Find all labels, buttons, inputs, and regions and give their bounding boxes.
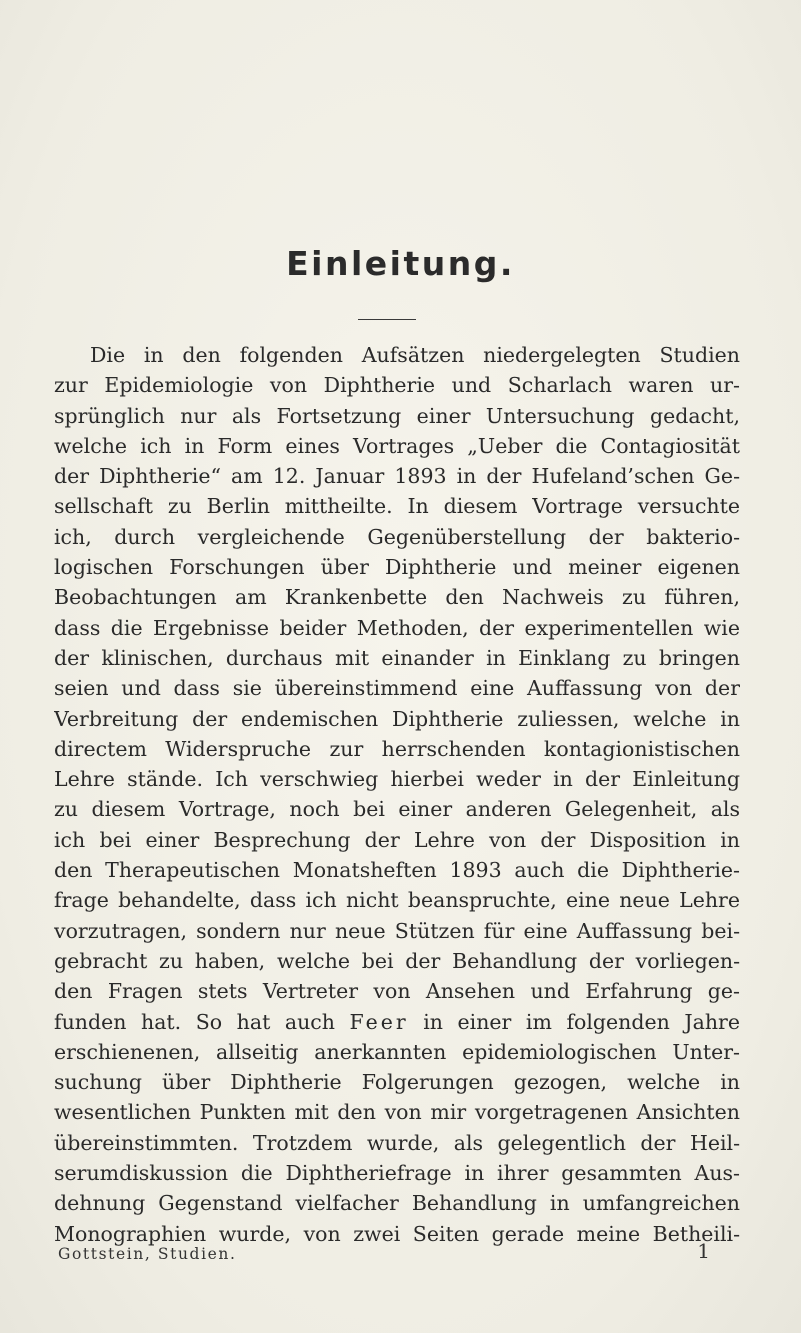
- text-line: gebracht zu haben, welche bei der Behandlung der vorliegen-: [54, 948, 740, 973]
- text-segment: in einer im folgenden Jahre: [423, 1009, 740, 1034]
- text-line: Lehre stände. Ich verschwieg hierbei weder in der Einleitung: [54, 767, 740, 792]
- text-segment: funden hat. So hat auch: [54, 1009, 335, 1034]
- text-line: sprünglich nur als Fortsetzung einer Untersuchung gedacht,: [54, 403, 740, 428]
- text-line: Die in den folgenden Aufsätzen niedergelegten Studien: [90, 343, 740, 367]
- text-line: serumdiskussion die Diphtheriefrage in ihrer gesammten Aus-: [54, 1161, 740, 1186]
- text-line: den Therapeutischen Monatsheften 1893 auch die Diphtherie-: [54, 858, 740, 883]
- heading-rule: [358, 319, 416, 320]
- text-line: ich, durch vergleichende Gegenüberstellung der bakterio-: [54, 524, 740, 549]
- body-paragraph: [54, 340, 740, 1249]
- text-line: suchung über Diphtherie Folgerungen gezogen, welche in: [54, 1070, 740, 1095]
- text-line: wesentlichen Punkten mit den von mir vorgetragenen Ansichten: [54, 1100, 740, 1125]
- text-line: seien und dass sie übereinstimmend eine Auffassung von der: [54, 676, 740, 701]
- text-line: der Diphtherie“ am 12. Januar 1893 in der Hufeland’schen Ge-: [54, 464, 740, 489]
- text-line: Monographien wurde, von zwei Seiten gerade meine Betheili-: [54, 1221, 740, 1246]
- text-line: dass die Ergebnisse beider Methoden, der experimentellen wie: [54, 615, 740, 640]
- text-line: logischen Forschungen über Diphtherie und meiner eigenen: [54, 555, 740, 580]
- text-line: frage behandelte, dass ich nicht beanspruchte, eine neue Lehre: [54, 888, 740, 913]
- text-line: ich bei einer Besprechung der Lehre von der Disposition in: [54, 827, 740, 852]
- text-line: vorzutragen, sondern nur neue Stützen für eine Auffassung bei-: [54, 918, 740, 943]
- text-line: übereinstimmten. Trotzdem wurde, als gelegentlich der Heil-: [54, 1130, 740, 1155]
- text-line: der klinischen, durchaus mit einander in Einklang zu bringen: [54, 645, 740, 670]
- text-line: zu diesem Vortrage, noch bei einer anderen Gelegenheit, als: [54, 797, 740, 822]
- text-line: erschienenen, allseitig anerkannten epidemiologischen Unter-: [54, 1039, 740, 1064]
- page-number: 1: [697, 1239, 710, 1263]
- text-line: sellschaft zu Berlin mittheilte. In diesem Vortrage versuchte: [54, 494, 740, 519]
- text-line-with-name: [54, 1007, 740, 1037]
- author-name-feer: Feer: [349, 1009, 409, 1034]
- text-line: den Fragen stets Vertreter von Ansehen und Erfahrung ge-: [54, 979, 740, 1004]
- chapter-heading: Einleitung.: [286, 244, 515, 283]
- signature-mark: Gottstein, Studien.: [58, 1245, 237, 1263]
- text-line: dehnung Gegenstand vielfacher Behandlung in umfangreichen: [54, 1191, 740, 1216]
- text-line: Verbreitung der endemischen Diphtherie zuliessen, welche in: [54, 706, 740, 731]
- text-line: Beobachtungen am Krankenbette den Nachweis zu führen,: [54, 585, 740, 610]
- text-line: directem Widerspruche zur herrschenden kontagionistischen: [54, 736, 740, 761]
- text-line: welche ich in Form eines Vortrages „Ueber die Contagiosität: [54, 433, 740, 458]
- text-line: zur Epidemiologie von Diphtherie und Scharlach waren ur-: [54, 373, 740, 398]
